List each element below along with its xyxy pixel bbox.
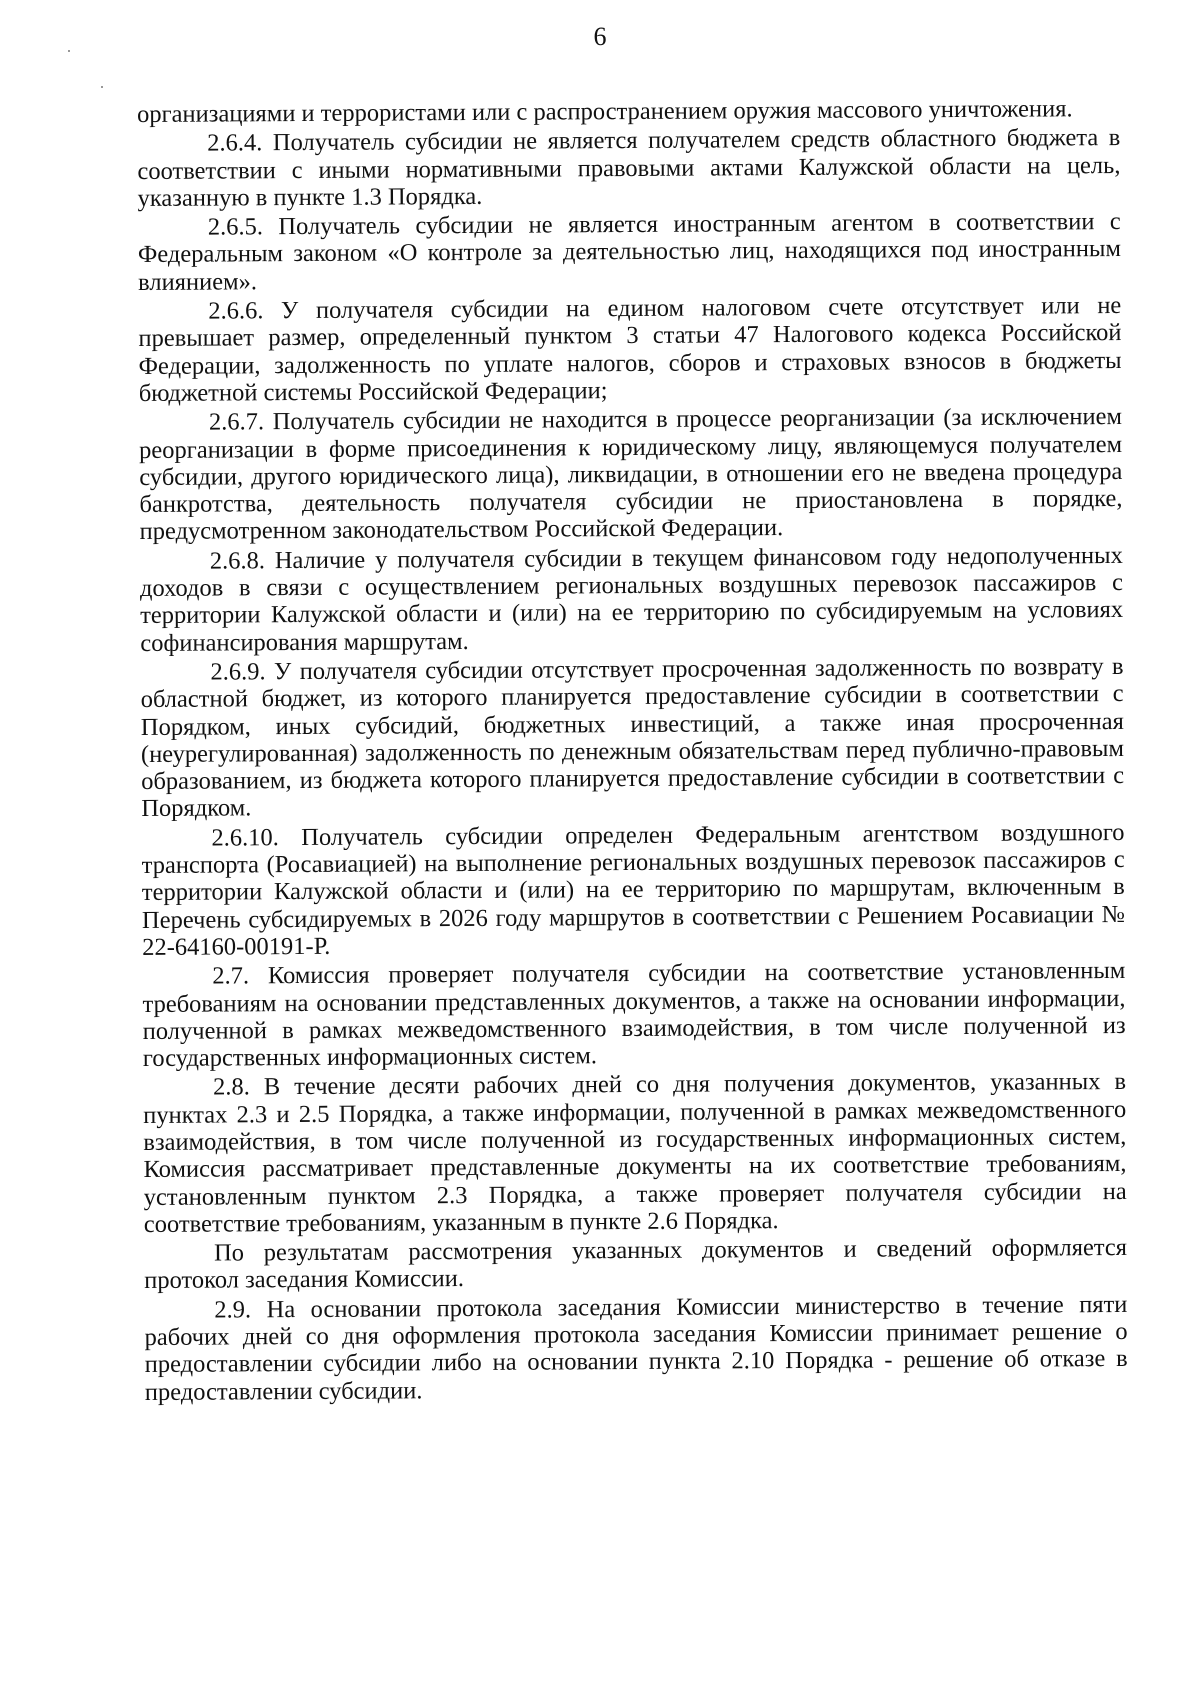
paragraph-2-7: 2.7. Комиссия проверяет получателя субсидии на соответствие установленным требованиям на основании представленных документов, а также на основании информации, полученной в рамках межведомственного взаимодействия, в том числе полученной из государственных информационных систем. bbox=[142, 957, 1126, 1073]
paragraph-2-9: 2.9. На основании протокола заседания Комиссии министерство в течение пяти рабочих дней со дня оформления протокола заседания Комиссии принимает решение о предоставлении субсидии либо на основании пункта 2.10 Порядка - решение об отказе в предоставлении субсидии. bbox=[144, 1290, 1128, 1406]
paragraph-2-8: 2.8. В течение десяти рабочих дней со дня получения документов, указанных в пунктах 2.3 и 2.5 Порядка, а также информации, полученной в рамках межведомственного взаимодействия, в том числе полученной из государственных информационных систем, Комиссия рассматривает представленные документы на их соответствие требованиям, установленным пунктом 2.3 Порядка, а также проверяет получателя субсидии на соответствие требованиям, указанным в пункте 2.6 Порядка. bbox=[143, 1068, 1127, 1238]
paragraph-continuation: организациями и террористами или с распространением оружия массового уничтожения. bbox=[137, 95, 1073, 128]
paragraph-2-6-9: 2.6.9. У получателя субсидии отсутствует просроченная задолженность по возврату в областной бюджет, из которого планируется предоставление субсидии в соответствии с Порядком, иных субсидий, бюджетных инвестиций, а также иная просроченная (неурегулированная) задолженность по денежным обязательствам перед публично-правовым образованием, из бюджета которого планируется предоставление субсидии в соответствии с Порядком. bbox=[140, 652, 1125, 823]
paragraph-2-6-7: 2.6.7. Получатель субсидии не находится в процессе реорганизации (за исключением реорганизации в форме присоединения к юридическому лицу, являющемуся получателем субсидии, другого юридического лица), ликвидации, в отношении его не введена процедура банкротства, деятельность получателя субсидии не приостановлена в порядке, предусмотренном законодательством Российской Федерации. bbox=[139, 403, 1123, 546]
paragraph-protocol: По результатам рассмотрения указанных документов и сведений оформляется протокол заседания Комиссии. bbox=[144, 1234, 1128, 1295]
page-number: 6 bbox=[593, 22, 607, 51]
paragraph-2-6-6: 2.6.6. У получателя субсидии на едином налоговом счете отсутствует или не превышает размер, определенный пунктом 3 статьи 47 Налогового кодекса Российской Федерации, задолженность по уплате налогов, сборов и страховых взносов в бюджеты бюджетной системы Российской Федерации; bbox=[138, 292, 1122, 407]
scan-speck bbox=[101, 86, 103, 88]
paragraph-2-6-5: 2.6.5. Получатель субсидии не является иностранным агентом в соответствии с Федеральным законом «О контроле за деятельностью лиц, находящихся под иностранным влиянием». bbox=[137, 208, 1122, 296]
paragraph-2-6-10: 2.6.10. Получатель субсидии определен Федеральным агентством воздушного транспорта (Росавиацией) на выполнение региональных воздушных перевозок пассажиров с территории Калужской области и (или) на ее территорию по маршрутам, включенным в Перечень субсидируемых в 2026 году маршрутов в соответствии с Решением Росавиации № 22-64160-00191-Р. bbox=[141, 818, 1126, 961]
document-body bbox=[137, 95, 1128, 1408]
paragraph-2-6-4: 2.6.4. Получатель субсидии не является получателем средств областного бюджета в соответствии с иными нормативными правовыми актами Калужской области на цель, указанную в пункте 1.3 Порядка. bbox=[137, 124, 1121, 212]
paragraph-2-6-8: 2.6.8. Наличие у получателя субсидии в текущем финансовом году недополученных доходов в связи с осуществлением региональных воздушных перевозок пассажиров с территории Калужской области и (или) на ее территорию по субсидируемым на условиях софинансирования маршрутам. bbox=[139, 541, 1124, 657]
